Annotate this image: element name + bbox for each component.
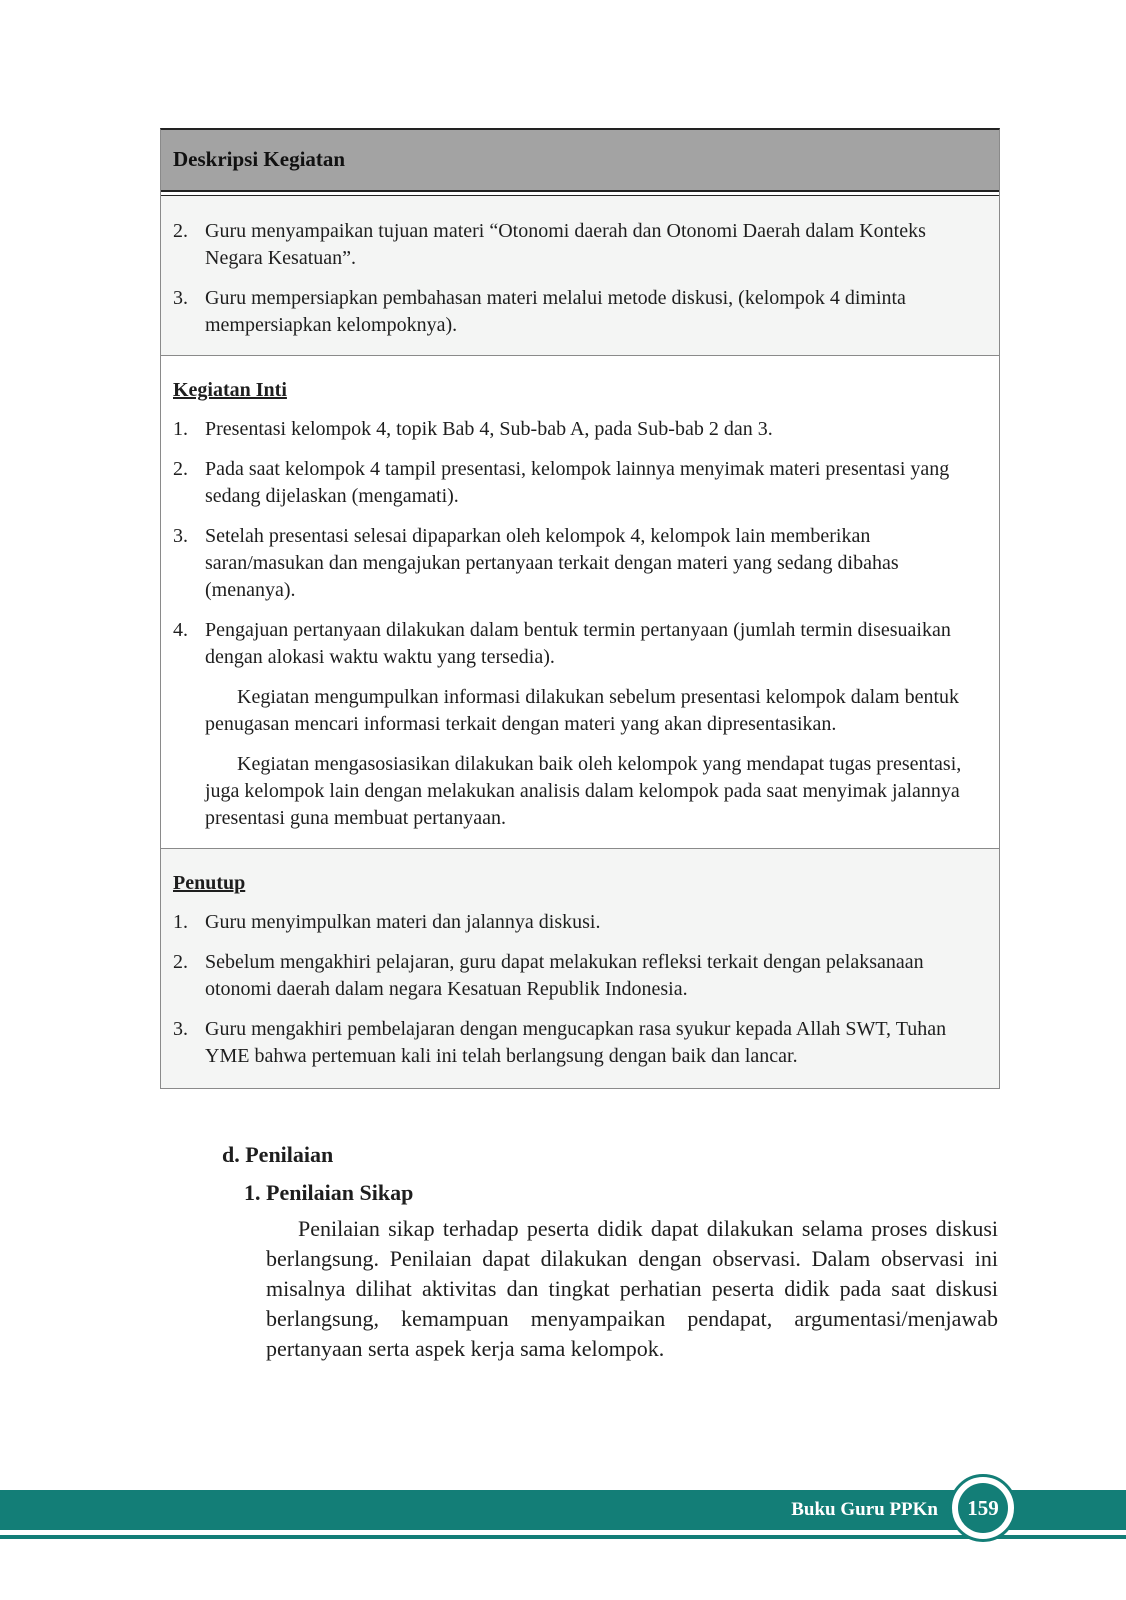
inti-list	[173, 416, 987, 671]
section-title: Penutup	[173, 872, 246, 894]
item-text: Guru mempersiapkan pembahasan materi melalui metode diskusi, (kelompok 4 diminta mempersiapkan kelompoknya).	[205, 287, 906, 336]
list-item	[173, 949, 987, 1003]
list-item	[173, 456, 987, 510]
penilaian-heading: d. Penilaian	[222, 1142, 334, 1167]
pendahuluan-list	[173, 218, 987, 339]
table-header-title: Deskripsi Kegiatan	[173, 147, 346, 171]
section-penutup	[161, 849, 999, 1088]
list-item	[173, 909, 987, 936]
item-text: Guru menyampaikan tujuan materi “Otonomi daerah dan Otonomi Daerah dalam Konteks Negara Kesatuan”.	[205, 220, 926, 269]
item-number: 1.	[173, 418, 188, 440]
item-number: 3.	[173, 1018, 188, 1040]
footer-rule	[0, 1535, 1126, 1539]
item-text: Pada saat kelompok 4 tampil presentasi, kelompok lainnya menyimak materi presentasi yang sedang dijelaskan (mengamati).	[205, 458, 950, 507]
penutup-list	[173, 909, 987, 1070]
penilaian-sikap-paragraph: Penilaian sikap terhadap peserta didik dapat dilakukan selama proses diskusi berlangsung. Penilaian dapat dilakukan dengan observasi. Dalam observasi ini misalnya dilihat aktivitas dan tingkat perhatian peserta didik pada saat diskusi berlangsung, kemampuan menyampaikan pendapat, argumentasi/menjawab pertanyaan serta aspek kerja sama kelompok.	[266, 1216, 998, 1361]
table-header	[161, 130, 999, 192]
item-number: 1.	[173, 911, 188, 933]
page-number-badge	[949, 1474, 1017, 1542]
section-title: Kegiatan Inti	[173, 379, 287, 401]
inti-paragraph: Kegiatan mengasosiasikan dilakukan baik oleh kelompok yang mendapat tugas presentasi, juga kelompok lain dengan melakukan analisis dalam kelompok pada saat menyimak jalannya presentasi guna membuat pertanyaan.	[205, 753, 962, 829]
item-text: Pengajuan pertanyaan dilakukan dalam bentuk termin pertanyaan (jumlah termin disesuaikan dengan alokasi waktu waktu yang tersedia).	[205, 619, 951, 668]
item-text: Guru mengakhiri pembelajaran dengan mengucapkan rasa syukur kepada Allah SWT, Tuhan YME bahwa pertemuan kali ini telah berlangsung dengan baik dan lancar.	[205, 1018, 947, 1067]
penilaian-sikap-heading: 1. Penilaian Sikap	[244, 1180, 414, 1205]
item-text: Setelah presentasi selesai dipaparkan oleh kelompok 4, kelompok lain memberikan saran/masukan dan mengajukan pertanyaan terkait dengan materi yang sedang dibahas (menanya).	[205, 525, 899, 601]
activity-description-table	[160, 128, 1000, 1089]
item-text: Presentasi kelompok 4, topik Bab 4, Sub-bab A, pada Sub-bab 2 dan 3.	[205, 418, 773, 440]
page-number: 159	[967, 1496, 999, 1520]
page-number-disc	[958, 1483, 1008, 1533]
item-text: Sebelum mengakhiri pelajaran, guru dapat melakukan refleksi terkait dengan pelaksanaan otonomi daerah dalam negara Kesatuan Republik Indonesia.	[205, 951, 924, 1000]
list-item	[173, 218, 987, 272]
list-item	[173, 416, 987, 443]
list-item	[173, 1016, 987, 1070]
item-text: Guru menyimpulkan materi dan jalannya diskusi.	[205, 911, 601, 933]
list-item	[173, 285, 987, 339]
item-number: 2.	[173, 458, 188, 480]
item-number: 3.	[173, 525, 188, 547]
item-number: 3.	[173, 287, 188, 309]
item-number: 4.	[173, 619, 188, 641]
item-number: 2.	[173, 951, 188, 973]
penilaian-section	[222, 1140, 998, 1364]
item-number: 2.	[173, 220, 188, 242]
list-item	[173, 617, 987, 671]
footer-book-title: Buku Guru PPKn	[791, 1499, 938, 1520]
list-item	[173, 523, 987, 604]
section-pendahuluan	[161, 192, 999, 356]
section-kegiatan-inti	[161, 356, 999, 849]
inti-paragraph: Kegiatan mengumpulkan informasi dilakukan sebelum presentasi kelompok dalam bentuk penugasan mencari informasi terkait dengan materi yang akan dipresentasikan.	[205, 686, 960, 735]
